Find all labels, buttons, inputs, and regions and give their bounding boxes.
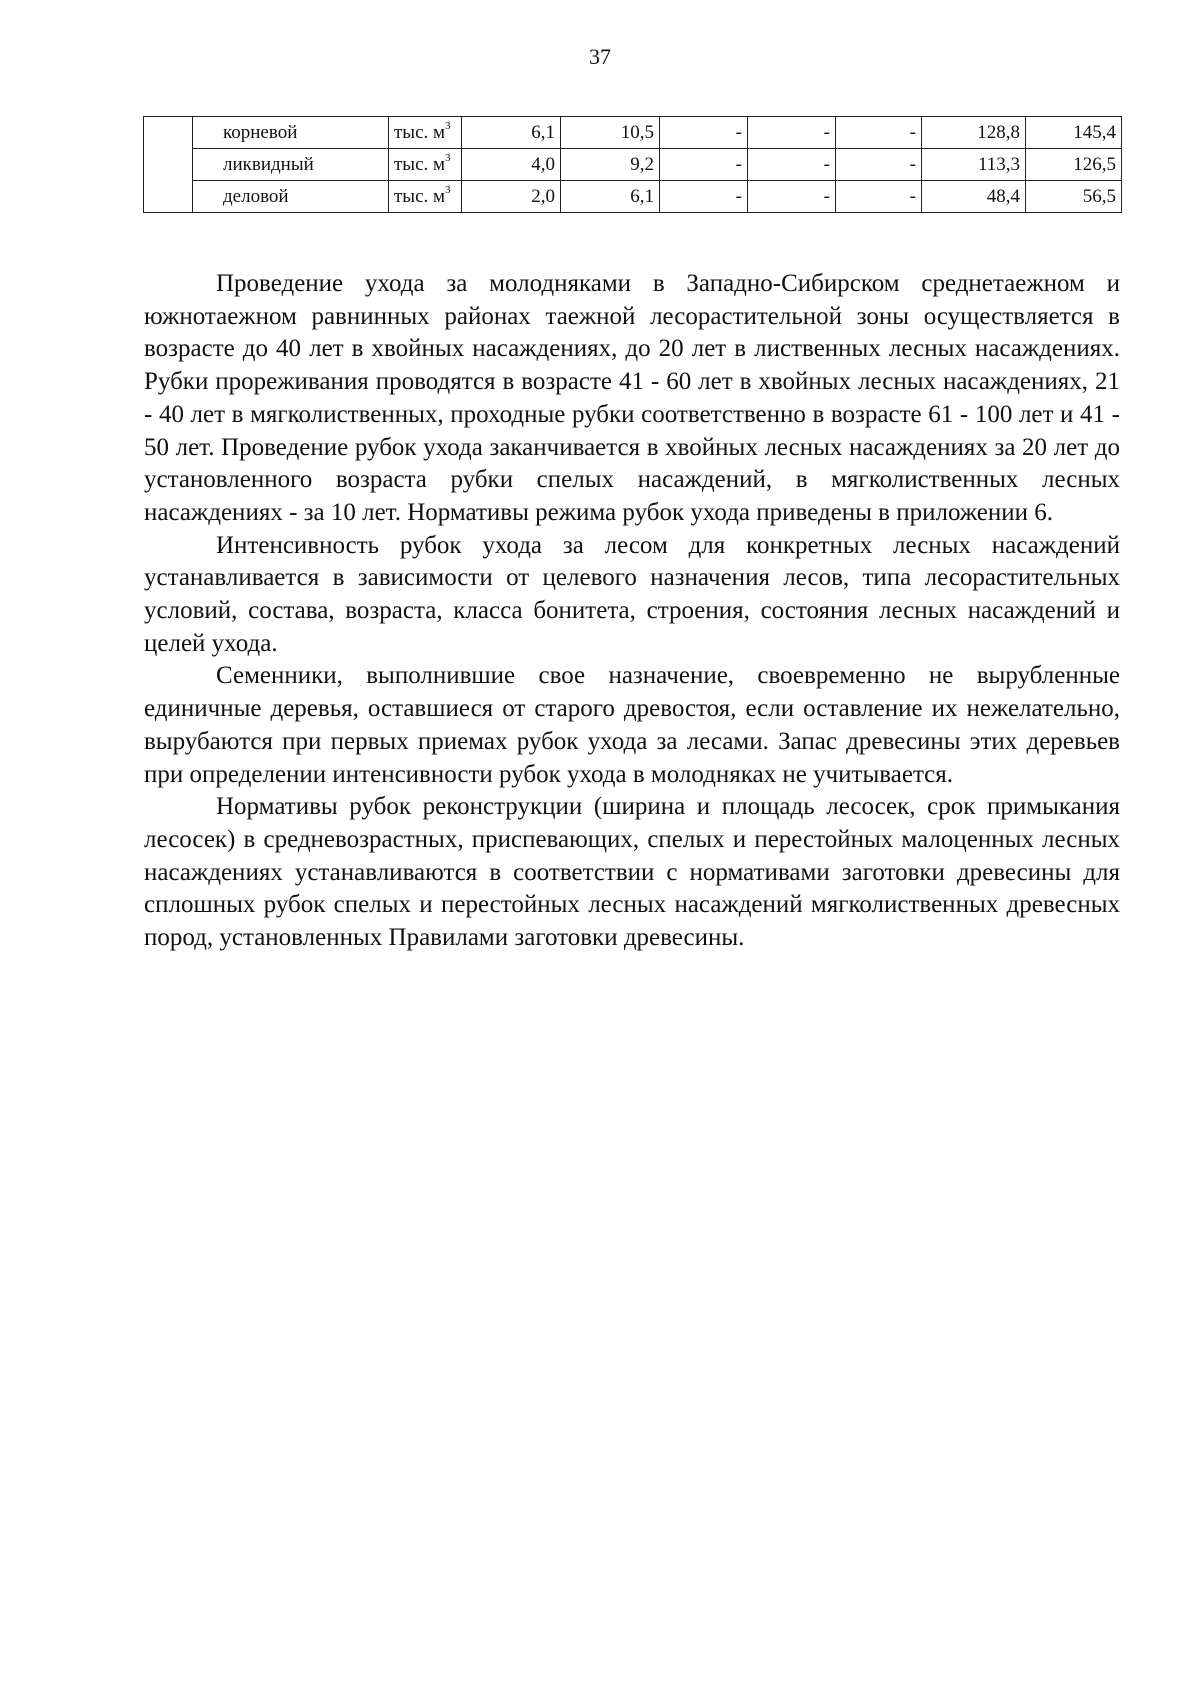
page-number: 37 — [589, 44, 611, 69]
unit-text: тыс. м — [394, 186, 446, 207]
volume-table — [143, 116, 1122, 213]
table-cell: 145,4 — [1026, 117, 1122, 149]
table-cell: 126,5 — [1026, 149, 1122, 181]
table-cell: - — [836, 149, 922, 181]
table-cell: 10,5 — [561, 117, 660, 149]
table-cell: - — [660, 149, 748, 181]
unit-text: тыс. м — [394, 122, 446, 143]
table-cell: - — [836, 181, 922, 213]
paragraph-reconstruction: Нормативы рубок реконструкции (ширина и площадь лесосек, срок примыкания лесосек) в средневозрастных, приспевающих, спелых и перестойных малоценных лесных насаждениях устанавливаются в соответствии с нормативами заготовки древесины для сплошных рубок спелых и перестойных лесных насаждений мягколиственных древесных пород, установленных Правилами заготовки древесины. — [144, 793, 1120, 952]
table-cell: 56,5 — [1026, 181, 1122, 213]
table-cell: 6,1 — [462, 117, 561, 149]
table-cell: - — [836, 117, 922, 149]
unit-cell — [389, 117, 462, 149]
table-cell: 48,4 — [922, 181, 1026, 213]
table-cell: 4,0 — [462, 149, 561, 181]
table-cell: - — [748, 149, 836, 181]
row-label: ликвидный — [193, 149, 389, 181]
unit-superscript: 3 — [445, 152, 451, 164]
row-label: деловой — [193, 181, 389, 213]
unit-text: тыс. м — [394, 154, 446, 175]
paragraph-seed-trees: Семенники, выполнившие свое назначение, своевременно не вырубленные единичные деревья, оставшиеся от старого древостоя, если оставление их нежелательно, вырубаются при первых приемах рубок ухода за лесами. Запас древесины этих деревьев при определении интенсивности рубок ухода в молодняках не учитывается. — [144, 662, 1120, 788]
unit-superscript: 3 — [445, 120, 451, 132]
table-cell: - — [748, 117, 836, 149]
table-cell: 2,0 — [462, 181, 561, 213]
table-cell: 128,8 — [922, 117, 1026, 149]
paragraph-thinning-ages: Проведение ухода за молодняками в Западно-Сибирском среднетаежном и южнотаежном равнинных районах таежной лесорастительной зоны осуществляется в возрасте до 40 лет в хвойных насаждениях, до 20 лет в лиственных лесных насаждениях. Рубки прореживания проводятся в возрасте 41 - 60 лет в хвойных лесных насаждениях, 21 - 40 лет в мягколиственных, проходные рубки соответственно в возрасте 61 - 100 лет и 41 - 50 лет. Проведение рубок ухода заканчивается в хвойных лесных насаждениях за 20 лет до установленного возраста рубки спелых насаждений, в мягколиственных лесных насаждениях - за 10 лет. Нормативы режима рубок ухода приведены в приложении 6. — [144, 270, 1120, 526]
table-cell: 9,2 — [561, 149, 660, 181]
table-cell: - — [660, 181, 748, 213]
unit-superscript: 3 — [445, 184, 451, 196]
body-text — [144, 268, 1120, 955]
group-cell — [144, 117, 193, 213]
table-cell: 6,1 — [561, 181, 660, 213]
unit-cell — [389, 149, 462, 181]
table-row — [144, 181, 1122, 213]
table-row — [144, 117, 1122, 149]
table-row — [144, 149, 1122, 181]
table-cell: 113,3 — [922, 149, 1026, 181]
table-cell: - — [748, 181, 836, 213]
paragraph-intensity: Интенсивность рубок ухода за лесом для конкретных лесных насаждений устанавливается в зависимости от целевого назначения лесов, типа лесорастительных условий, состава, возраста, класса бонитета, строения, состояния лесных насаждений и целей ухода. — [144, 531, 1120, 657]
table-cell: - — [660, 117, 748, 149]
row-label: корневой — [193, 117, 389, 149]
unit-cell — [389, 181, 462, 213]
